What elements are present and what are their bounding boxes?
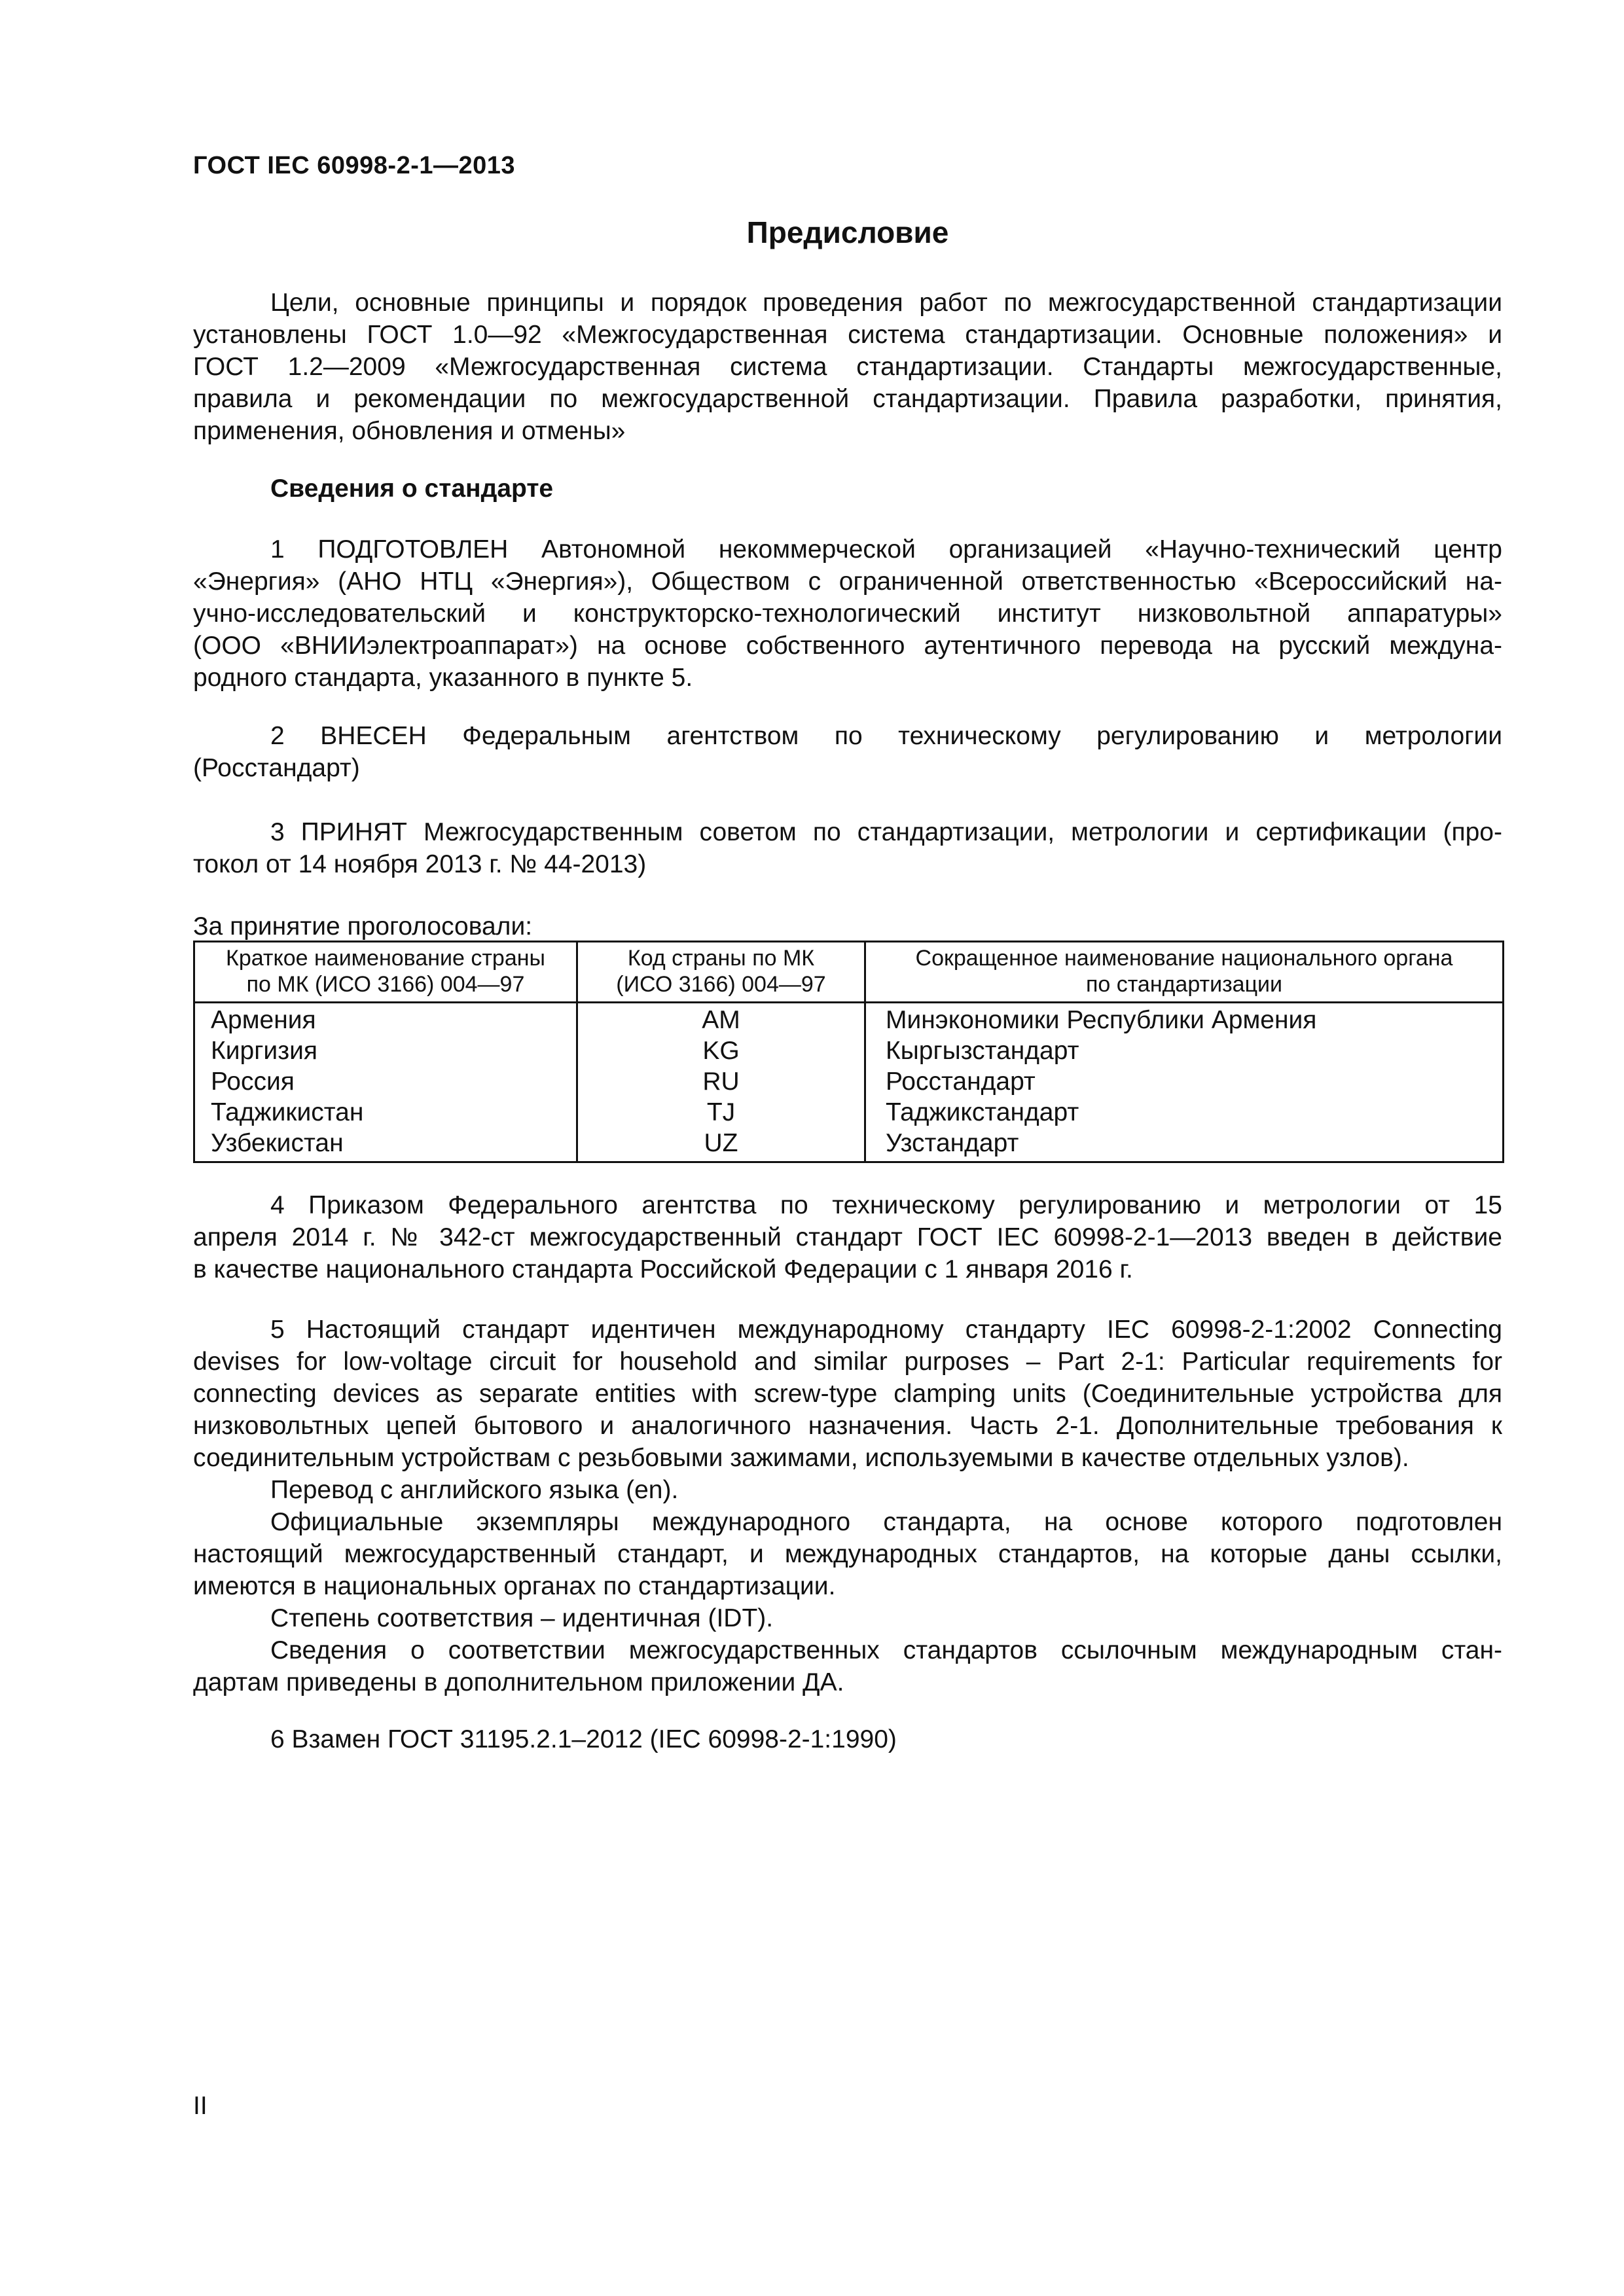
code-cell: TJ bbox=[577, 1097, 865, 1128]
item-4-paragraph bbox=[193, 1189, 1502, 1285]
organization-cell: Таджикстандарт bbox=[865, 1097, 1504, 1128]
intro-line: правила и рекомендации по межгосударственной стандартизации. Правила разработки, принятия, bbox=[193, 385, 1502, 413]
country-cell: Россия bbox=[194, 1066, 577, 1097]
organization-cell: Росстандарт bbox=[865, 1066, 1504, 1097]
item-2-line: 2 ВНЕСЕН Федеральным агентством по техническому регулированию и метрологии bbox=[270, 722, 1502, 750]
item-5-line: низковольтных цепей бытового и аналогичного назначения. Часть 2-1. Дополнительные требования к bbox=[193, 1412, 1502, 1440]
page-title: Предисловие bbox=[746, 215, 949, 249]
voting-table-caption: За принятие проголосовали: bbox=[193, 912, 533, 941]
item-5-line: 5 Настоящий стандарт идентичен международному стандарту IEC 60998-2-1:2002 Connecting bbox=[270, 1316, 1502, 1344]
intro-line: ГОСТ 1.2—2009 «Межгосударственная система стандартизации. Стандарты межгосударственные, bbox=[193, 353, 1502, 381]
item-5-info-line: дартам приведены в дополнительном приложении ДА. bbox=[193, 1668, 844, 1696]
item-1-line: 1 ПОДГОТОВЛЕН Автономной некоммерческой организацией «Научно-технический центр bbox=[270, 535, 1502, 564]
item-5-degree: Степень соответствия – идентичная (IDT). bbox=[270, 1604, 774, 1632]
item-4-line: в качестве национального стандарта Российской Федерации с 1 января 2016 г. bbox=[193, 1255, 1133, 1283]
item-6-paragraph: 6 Взамен ГОСТ 31195.2.1–2012 (IEC 60998-2-1:1990) bbox=[270, 1725, 897, 1753]
document-code-header: ГОСТ IEC 60998-2-1—2013 bbox=[193, 152, 516, 179]
code-cell: KG bbox=[577, 1035, 865, 1066]
intro-line: установлены ГОСТ 1.0—92 «Межгосударственная система стандартизации. Основные положения» и bbox=[193, 321, 1502, 349]
item-3-line: 3 ПРИНЯТ Межгосударственным советом по стандартизации, метрологии и сертификации (про- bbox=[270, 818, 1502, 846]
page-number: II bbox=[193, 2092, 208, 2120]
table-row bbox=[194, 1066, 1504, 1097]
code-cell: RU bbox=[577, 1066, 865, 1097]
intro-line: Цели, основные принципы и порядок проведения работ по межгосударственной стандартизации bbox=[270, 289, 1502, 317]
column-header-code: Код страны по МК (ИСО 3166) 004—97 bbox=[577, 942, 865, 1003]
item-5-official-line: имеются в национальных органах по стандартизации. bbox=[193, 1572, 836, 1600]
intro-paragraph bbox=[193, 287, 1502, 447]
column-header-organization: Сокращенное наименование национального органа по стандартизации bbox=[865, 942, 1504, 1003]
intro-line: применения, обновления и отмены» bbox=[193, 417, 626, 445]
table-row bbox=[194, 1128, 1504, 1162]
item-5-line: соединительным устройствам с резьбовыми зажимами, используемыми в качестве отдельных узлов). bbox=[193, 1444, 1409, 1472]
section-heading: Сведения о стандарте bbox=[270, 475, 554, 503]
item-5-info-line: Сведения о соответствии межгосударственных стандартов ссылочным международным стан- bbox=[270, 1636, 1502, 1664]
item-3-paragraph bbox=[193, 816, 1502, 880]
item-1-line: «Энергия» (АНО НТЦ «Энергия»), Обществом с ограниченной ответственностью «Всероссийский на- bbox=[193, 567, 1502, 596]
item-5-paragraph bbox=[193, 1314, 1502, 1698]
country-cell: Узбекистан bbox=[194, 1128, 577, 1162]
code-cell: UZ bbox=[577, 1128, 865, 1162]
table-row bbox=[194, 1097, 1504, 1128]
item-2-paragraph bbox=[193, 720, 1502, 784]
table-row bbox=[194, 1003, 1504, 1036]
item-5-official-line: настоящий межгосударственный стандарт, и международных стандартов, на которые даны ссылки, bbox=[193, 1540, 1502, 1568]
country-cell: Киргизия bbox=[194, 1035, 577, 1066]
item-5-translation: Перевод с английского языка (en). bbox=[270, 1476, 679, 1504]
code-cell: AM bbox=[577, 1003, 865, 1036]
voting-countries-table bbox=[193, 941, 1504, 1163]
item-4-line: апреля 2014 г. № 342-ст межгосударственный стандарт ГОСТ IEC 60998-2-1—2013 введен в действие bbox=[193, 1223, 1502, 1251]
item-5-line: devises for low-voltage circuit for household and similar purposes – Part 2-1: Particular requirements for bbox=[193, 1348, 1502, 1376]
organization-cell: Кыргызстандарт bbox=[865, 1035, 1504, 1066]
item-1-line: родного стандарта, указанного в пункте 5. bbox=[193, 664, 693, 692]
item-1-line: учно-исследовательский и конструкторско-технологический институт низковольтной аппаратуры» bbox=[193, 600, 1502, 628]
organization-cell: Узстандарт bbox=[865, 1128, 1504, 1162]
country-cell: Армения bbox=[194, 1003, 577, 1036]
item-5-line: connecting devices as separate entities with screw-type clamping units (Соединительные устройства для bbox=[193, 1380, 1502, 1408]
item-3-line: токол от 14 ноября 2013 г. № 44-2013) bbox=[193, 850, 647, 878]
item-2-line: (Росстандарт) bbox=[193, 754, 360, 782]
column-header-country: Краткое наименование страны по МК (ИСО 3166) 004—97 bbox=[194, 942, 577, 1003]
table-header-row bbox=[194, 942, 1504, 1003]
item-1-paragraph bbox=[193, 533, 1502, 694]
table-row bbox=[194, 1035, 1504, 1066]
country-cell: Таджикистан bbox=[194, 1097, 577, 1128]
item-5-official-line: Официальные экземпляры международного стандарта, на основе которого подготовлен bbox=[270, 1508, 1502, 1536]
item-4-line: 4 Приказом Федерального агентства по техническому регулированию и метрологии от 15 bbox=[270, 1191, 1502, 1219]
organization-cell: Минэкономики Республики Армения bbox=[865, 1003, 1504, 1036]
item-1-line: (ООО «ВНИИэлектроаппарат») на основе собственного аутентичного перевода на русский междуна- bbox=[193, 632, 1502, 660]
